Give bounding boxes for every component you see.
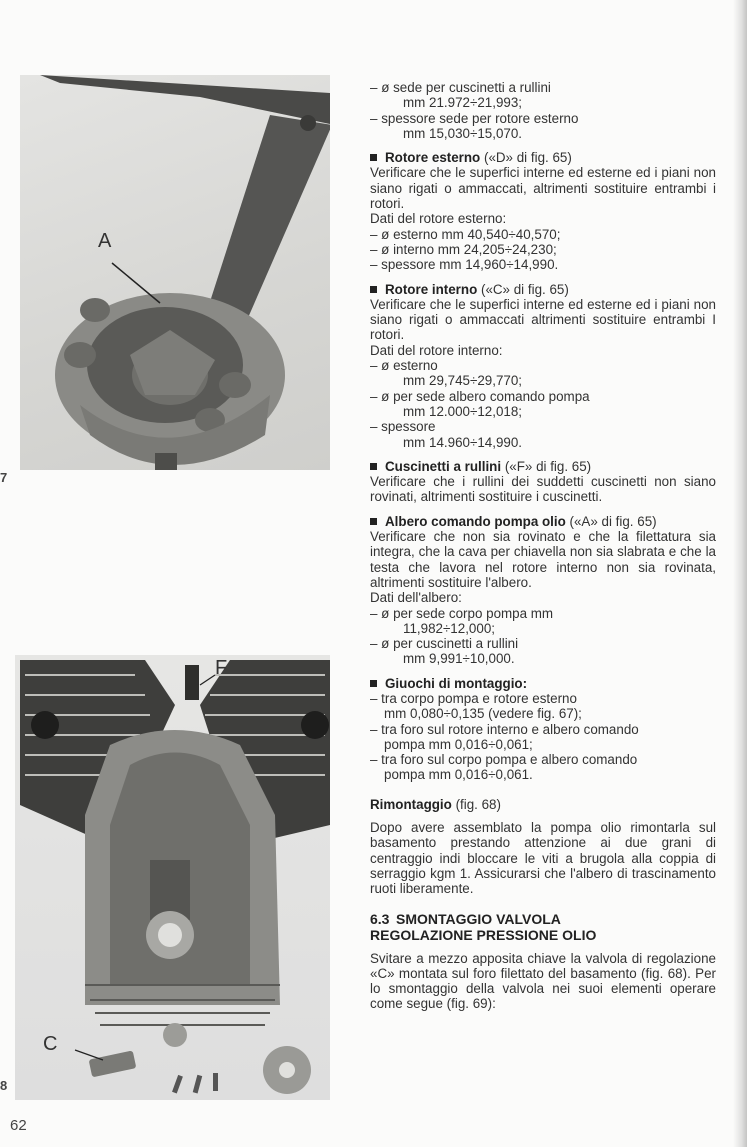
paragraph: Svitare a mezzo apposita chiave la valvola di regolazione «C» montata sul foro filettato del basamento (fig. 68). Per lo smontaggio della valvola nei suoi elementi operare come segue (fig. 69): <box>370 950 716 1012</box>
section-rotore-esterno <box>370 150 716 272</box>
section-albero <box>370 514 716 667</box>
section-heading <box>370 150 716 165</box>
paragraph: Verificare che non sia rovinato e che la filettatura sia integra, che la cava per chiavella non sia slabrata e che la testa che lavora nel rotore interno non sia rovinata, altrimenti sostituire l'albero. <box>370 529 716 590</box>
paragraph: Dopo avere assemblato la pompa olio rimontarla sul basamento prestando attenzione ai due grani di centraggio indi bloccare le viti a brugola alla coppia di serraggio kgm 1. Assicurarsi che l'albero di trascinamento ruoti liberamente. <box>370 820 716 897</box>
figure-reference: (fig. 68) <box>455 796 501 812</box>
list-item: – ø per cuscinetti a rullini <box>370 636 519 652</box>
item-text: spessore sede per rotore esterno <box>381 110 579 126</box>
figure-reference: («F» di fig. 65) <box>504 458 592 474</box>
paragraph: Verificare che le superfici interne ed esterne ed i piani non siano rigati o ammaccati, altrimenti sostituire entrambi i rotori. <box>370 165 716 212</box>
figure-number-fragment: 8 <box>0 1078 8 1093</box>
list-item: – spessore mm 14,960÷14,990. <box>370 257 559 273</box>
item-text: sede per cuscinetti a rullini <box>393 80 551 95</box>
list-item: – tra foro sul corpo pompa e albero comando <box>370 752 638 768</box>
list-item: – ø per sede albero comando pompa <box>370 388 590 404</box>
paragraph: Verificare che i rullini dei suddetti cuscinetti non siano rovinati, altrimenti sostituire i cuscinetti. <box>370 474 716 505</box>
list-item-value: mm 12.000÷12,018; <box>403 403 523 419</box>
list-item-value: mm 0,080÷0,135 (vedere fig. 67); <box>384 706 582 722</box>
page-number: 62 <box>10 1117 27 1134</box>
list-item-value: mm 21.972÷21,993; <box>403 95 523 111</box>
list-item: – ø per sede corpo pompa mm <box>370 605 554 621</box>
section-heading <box>370 459 716 474</box>
list-item-value: pompa mm 0,016÷0,061. <box>384 767 533 783</box>
diameter-symbol: ø <box>381 80 390 95</box>
section-number: 6.3 <box>370 910 390 927</box>
section-heading <box>370 797 716 812</box>
page-edge-shadow <box>733 0 747 1147</box>
section-rimontaggio <box>370 797 716 897</box>
list-item: – ø esterno <box>370 358 438 374</box>
list-item: – ø interno mm 24,205÷24,230; <box>370 241 557 257</box>
engine-illustration <box>15 655 330 1100</box>
intro-list <box>370 80 716 141</box>
heading-title: Giuochi di montaggio: <box>385 675 528 691</box>
heading-title: Rotore esterno <box>385 150 481 166</box>
paragraph: Verificare che le superfici interne ed esterne ed i piani non siano rigati o ammaccati altrimenti sostituire entrambi I rotori. <box>370 296 716 343</box>
text-column <box>370 80 716 1021</box>
heading-title: Rotore interno <box>385 281 478 297</box>
section-6-3 <box>370 911 716 1012</box>
list-item-value: mm 14.960÷14,990. <box>403 434 523 450</box>
list-item: – tra corpo pompa e rotore esterno <box>370 690 577 706</box>
section-title-line: SMONTAGGIO VALVOLA <box>396 910 561 927</box>
list-item-value: mm 9,991÷10,000. <box>403 651 515 667</box>
figure-oil-pump-photo <box>20 75 330 470</box>
data-intro: Dati del rotore interno: <box>370 342 503 358</box>
section-heading <box>370 282 716 297</box>
figure-engine-photo <box>15 655 330 1100</box>
list-item-value: 11,982÷12,000; <box>403 620 495 636</box>
section-heading <box>370 676 716 691</box>
list-item <box>370 80 716 95</box>
list-item <box>370 111 716 126</box>
square-bullet-icon <box>370 463 377 470</box>
list-item: – tra foro sul rotore interno e albero comando <box>370 721 639 737</box>
data-intro: Dati dell'albero: <box>370 590 462 606</box>
section-cuscinetti <box>370 459 716 505</box>
list-item: – ø esterno mm 40,540÷40,570; <box>370 226 561 242</box>
square-bullet-icon <box>370 286 377 293</box>
oil-pump-illustration <box>20 75 330 470</box>
list-item: – spessore <box>370 419 436 435</box>
section-giuochi <box>370 676 716 783</box>
heading-title: Rimontaggio <box>370 796 452 812</box>
figure-label-f: F <box>215 657 228 679</box>
figure-label-a: A <box>98 230 112 252</box>
figure-label-c: C <box>43 1033 58 1055</box>
figure-reference: («D» di fig. 65) <box>483 150 572 166</box>
dash: – <box>370 80 378 95</box>
section-title <box>370 911 716 927</box>
square-bullet-icon <box>370 154 377 161</box>
list-item-value: mm 29,745÷29,770; <box>403 373 523 389</box>
heading-title: Albero comando pompa olio <box>385 513 566 529</box>
dash: – <box>370 110 378 126</box>
section-rotore-interno <box>370 282 716 450</box>
figure-number-fragment: 7 <box>0 470 8 485</box>
list-item-value: pompa mm 0,016÷0,061; <box>384 736 533 752</box>
square-bullet-icon <box>370 518 377 525</box>
figure-reference: («C» di fig. 65) <box>480 281 569 297</box>
figure-reference: («A» di fig. 65) <box>569 513 657 529</box>
list-item-value: mm 15,030÷15,070. <box>403 125 523 141</box>
section-heading <box>370 514 716 529</box>
square-bullet-icon <box>370 680 377 687</box>
heading-title: Cuscinetti a rullini <box>385 458 502 474</box>
section-title: REGOLAZIONE PRESSIONE OLIO <box>370 926 597 943</box>
data-intro: Dati del rotore esterno: <box>370 211 507 227</box>
